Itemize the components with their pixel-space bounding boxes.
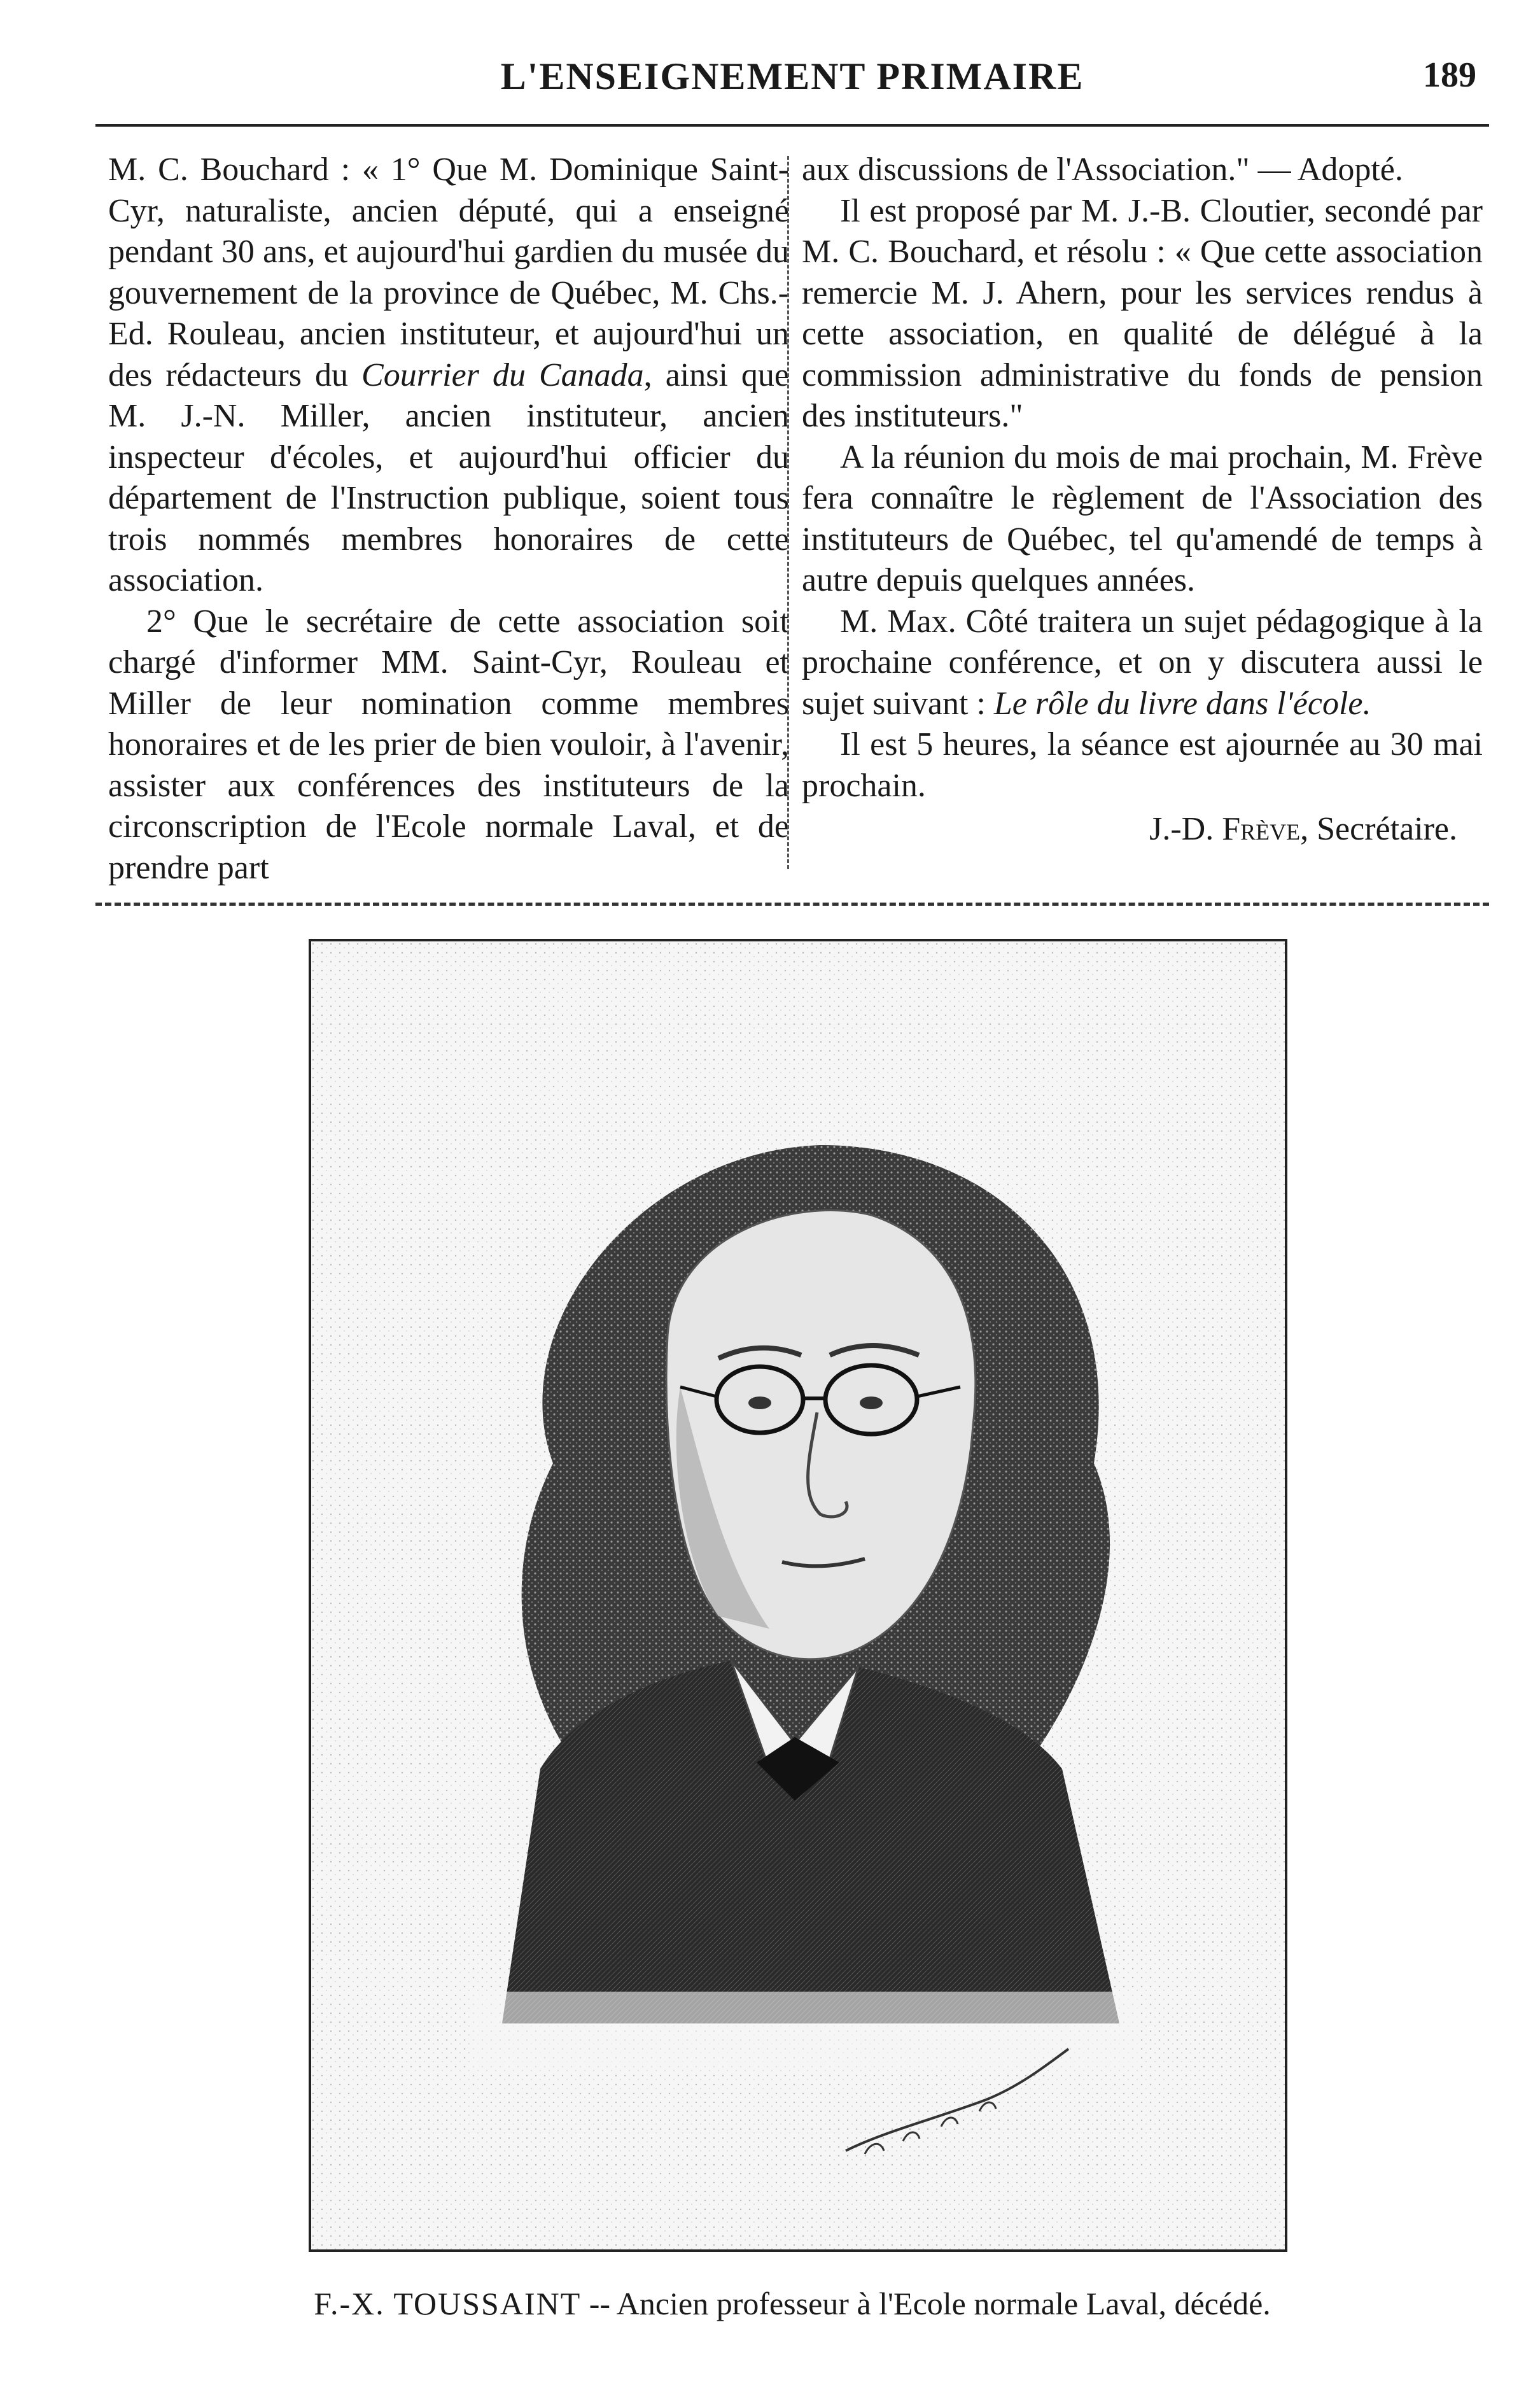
left-paragraph-2: 2° Que le secrétaire de cette association soit chargé d'informer MM. Saint-Cyr, Rouleau et Miller de leur nomination comme membres honoraires et de les prier de bien vouloir, à l'avenir, assister aux conférences des instituteurs de la circonscription de l'Ecole normale Laval, et de prendre part — [108, 603, 789, 886]
right-paragraph-4 — [802, 602, 1483, 725]
left-p1-end-text: , ainsi que M. J.-N. Miller, ancien instituteur, ancien inspecteur d'écoles, et aujourd'hui officier du département de l'Instruction publique, soient tous trois nommés membres honoraires de cette association. — [108, 356, 790, 598]
right-paragraph-5: Il est 5 heures, la séance est ajournée au 30 mai prochain. — [802, 726, 1483, 804]
signature-name: J.-D. Frève — [1149, 811, 1301, 847]
portrait-engraving — [309, 939, 1287, 2252]
caption-name: F.-X. TOUSSAINT — [314, 2286, 582, 2321]
right-column — [802, 150, 1483, 850]
left-p1-text: M. C. Bouchard : « 1° Que M. Dominique Saint-Cyr, naturaliste, ancien député, qui a enseigné pendant 30 ans, et aujourd'hui gardien du musée du gouvernement de la province de Québec, M. Chs.-Ed. Rouleau, ancien instituteur, et aujourd'hui un des rédacteurs du — [108, 151, 789, 393]
page-number: 189 — [1423, 55, 1476, 95]
text-columns — [95, 150, 1489, 901]
header-rule — [95, 124, 1489, 127]
section-rule — [95, 903, 1489, 906]
caption-text: -- Ancien professeur à l'Ecole normale Laval, décédé. — [581, 2286, 1271, 2321]
portrait-illustration — [311, 941, 1285, 2249]
left-column — [108, 150, 789, 889]
column-divider — [787, 156, 789, 869]
right-paragraph-1: aux discussions de l'Association." — Adopté. — [802, 151, 1403, 188]
discussion-topic: Le rôle du livre dans l'école. — [993, 685, 1371, 722]
signature — [802, 809, 1483, 850]
portrait-caption — [95, 2285, 1489, 2322]
right-paragraph-3: A la réunion du mois de mai prochain, M. Frève fera connaître le règlement de l'Association des instituteurs de Québec, tel qu'amendé de temps à autre depuis quelques années. — [802, 439, 1483, 598]
newspaper-title: Courrier du Canada — [361, 356, 644, 393]
running-header — [95, 50, 1489, 101]
running-title: L'ENSEIGNEMENT PRIMAIRE — [500, 55, 1084, 97]
right-paragraph-2: Il est proposé par M. J.-B. Cloutier, secondé par M. C. Bouchard, et résolu : « Que cette association remercie M. J. Ahern, pour les services rendus à cette association, en qualité de délégué à la commission administrative du fonds de pension des instituteurs." — [802, 192, 1483, 434]
left-paragraph-1 — [108, 150, 789, 602]
right-p4-text: M. Max. Côté traitera un sujet pédagogique à la prochaine conférence, et on y discutera aussi le sujet suivant : — [802, 603, 1483, 722]
signature-title: , Secrétaire. — [1300, 811, 1457, 847]
